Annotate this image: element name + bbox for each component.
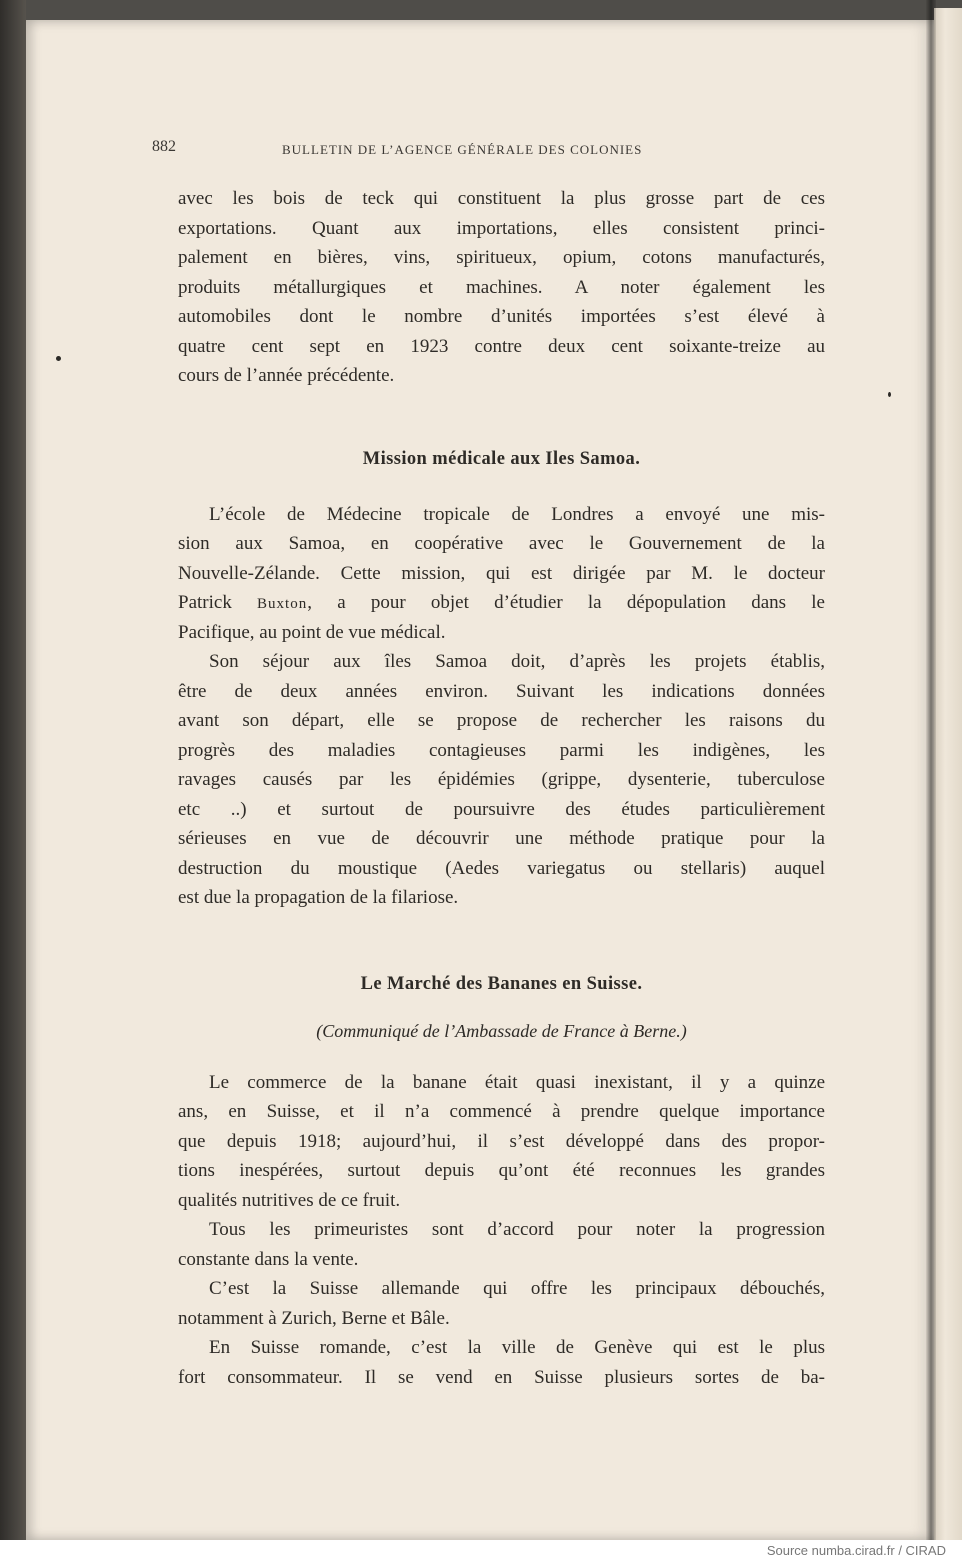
section-heading-samoa: Mission médicale aux Iles Samoa.: [362, 448, 641, 469]
samoa-paragraph-2: [178, 647, 825, 913]
section-heading-bananes: Le Marché des Bananes en Suisse.: [360, 973, 643, 994]
text-line: avec les bois de teck qui constituent la plus grosse part de ces: [178, 188, 825, 209]
text-fragment: , a pour objet d’étudier la dépopulation dans le: [307, 592, 825, 613]
text-line: sion aux Samoa, en coopérative avec le Gouvernement de la: [178, 533, 825, 554]
running-title: BULLETIN DE L’AGENCE GÉNÉRALE DES COLONIES: [282, 142, 643, 157]
bananes-paragraph-4: [178, 1333, 825, 1392]
text-line: En Suisse romande, c’est la ville de Genève qui est le plus: [209, 1337, 825, 1358]
text-line: quatre cent sept en 1923 contre deux cent soixante-treize au: [178, 335, 825, 357]
page-number: 882: [152, 138, 176, 155]
source-credit: Source numba.cirad.fr / CIRAD: [766, 1543, 946, 1558]
paragraph-continuation: [178, 184, 825, 391]
text-line: produits métallurgiques et machines. A noter également les: [178, 276, 825, 298]
text-line: être de deux années environ. Suivant les indications données: [178, 680, 825, 702]
text-line: tions inespérées, surtout depuis qu’ont été reconnues les grandes: [178, 1160, 825, 1181]
book-left-edge: [0, 0, 26, 1540]
text-line: Nouvelle-Zélande. Cette mission, qui est dirigée par M. le docteur: [178, 562, 825, 584]
text-line: Son séjour aux îles Samoa doit, d’après les projets établis,: [209, 651, 825, 672]
ink-speck: [888, 392, 891, 397]
adjacent-page-edge: [934, 8, 962, 1540]
ink-speck: [56, 356, 61, 361]
text-fragment: Patrick: [178, 592, 258, 613]
section-subtitle: (Communiqué de l’Ambassade de France à Berne.): [316, 1020, 687, 1041]
bananes-paragraph-3: [178, 1274, 825, 1333]
text-line: constante dans la vente.: [178, 1248, 359, 1270]
text-line: sérieuses en vue de découvrir une méthode pratique pour la: [178, 828, 825, 849]
text-line: Pacifique, au point de vue médical.: [178, 621, 446, 643]
bananes-paragraph-1: [178, 1068, 825, 1216]
text-line: automobiles dont le nombre d’unités importées s’est élevé à: [178, 306, 825, 327]
text-line: exportations. Quant aux importations, elles consistent princi-: [178, 217, 825, 239]
text-line: Tous les primeuristes sont d’accord pour noter la progression: [209, 1219, 825, 1240]
text-line: palement en bières, vins, spiritueux, opium, cotons manufacturés,: [178, 247, 825, 268]
text-line: C’est la Suisse allemande qui offre les principaux débouchés,: [209, 1278, 825, 1299]
text-line: fort consommateur. Il se vend en Suisse plusieurs sortes de ba-: [178, 1366, 825, 1388]
body-text: [178, 184, 825, 1392]
text-line: cours de l’année précédente.: [178, 365, 395, 386]
text-line: ravages causés par les épidémies (grippe, dysenterie, tuberculose: [178, 769, 825, 790]
text-line: avant son départ, elle se propose de rechercher les raisons du: [178, 710, 825, 731]
text-line: L’école de Médecine tropicale de Londres a envoyé une mis-: [209, 503, 825, 525]
bananes-paragraph-2: [178, 1215, 825, 1274]
text-line: qualités nutritives de ce fruit.: [178, 1189, 401, 1211]
text-line: destruction du moustique (Aedes variegatus ou stellaris) auquel: [178, 857, 825, 879]
binding-shadow: [926, 0, 936, 1540]
author-name: Buxton: [257, 596, 308, 612]
text-line: Le commerce de la banane était quasi inexistant, il y a quinze: [209, 1071, 825, 1093]
text-line: ans, en Suisse, et il n’a commencé à prendre quelque importance: [178, 1101, 825, 1122]
text-line: est due la propagation de la filariose.: [178, 887, 459, 908]
running-header: [152, 122, 832, 157]
text-line: progrès des maladies contagieuses parmi les indigènes, les: [178, 739, 825, 761]
text-line: etc ..) et surtout de poursuivre des études particulièrement: [178, 798, 825, 820]
text-line: notamment à Zurich, Berne et Bâle.: [178, 1307, 450, 1329]
text-line: [178, 588, 825, 618]
samoa-paragraph-1: [178, 500, 825, 648]
text-line: que depuis 1918; aujourd’hui, il s’est développé dans des propor-: [178, 1130, 825, 1152]
